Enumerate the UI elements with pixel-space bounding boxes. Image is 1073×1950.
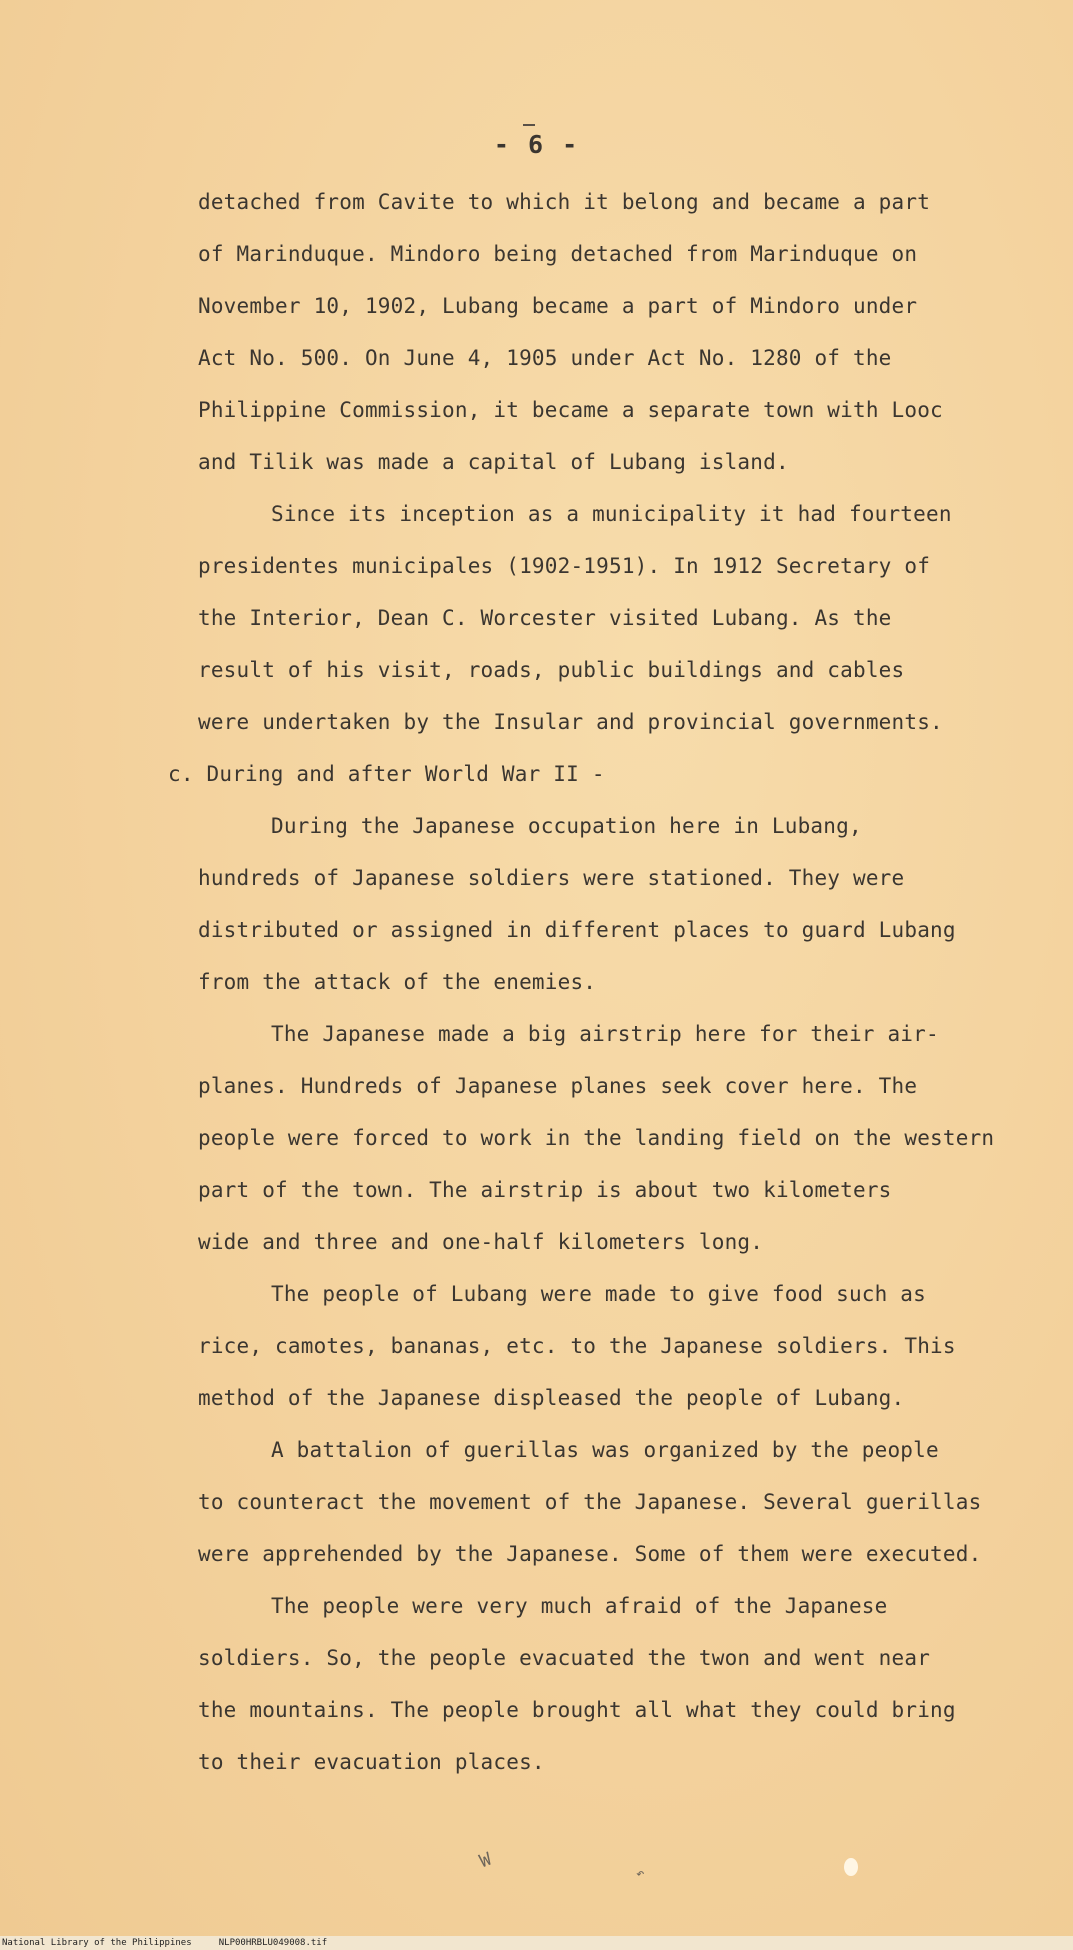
text-line: part of the town. The airstrip is about two kilometers (198, 1178, 892, 1202)
text-line: to counteract the movement of the Japanese. Several guerillas (198, 1490, 982, 1514)
text-line: to their evacuation places. (198, 1750, 545, 1774)
text-line: The people were very much afraid of the Japanese (271, 1594, 888, 1618)
paper-speck (844, 1858, 858, 1876)
footer-library: National Library of the Philippines (2, 1938, 192, 1948)
body-text (0, 176, 1073, 1788)
archive-footer (0, 1936, 1073, 1950)
page-number-overline (523, 124, 535, 126)
text-line: Act No. 500. On June 4, 1905 under Act No. 1280 of the (198, 346, 892, 370)
text-line: The people of Lubang were made to give food such as (271, 1282, 926, 1306)
page-number-text: - 6 - (493, 130, 580, 159)
text-line: the mountains. The people brought all what they could bring (198, 1698, 956, 1722)
page-number (0, 124, 1073, 159)
text-line: hundreds of Japanese soldiers were stationed. They were (198, 866, 905, 890)
text-line: result of his visit, roads, public buildings and cables (198, 658, 905, 682)
text-line: from the attack of the enemies. (198, 970, 597, 994)
text-line: A battalion of guerillas was organized by the people (271, 1438, 939, 1462)
text-line: distributed or assigned in different places to guard Lubang (198, 918, 956, 942)
text-line: people were forced to work in the landing field on the western (198, 1126, 995, 1150)
text-line: were apprehended by the Japanese. Some of them were executed. (198, 1542, 982, 1566)
text-line: planes. Hundreds of Japanese planes seek cover here. The (198, 1074, 918, 1098)
footer-file: NLP00HRBLU049008.tif (218, 1938, 328, 1948)
text-line: method of the Japanese displeased the people of Lubang. (198, 1386, 905, 1410)
text-line: presidentes municipales (1902-1951). In 1912 Secretary of (198, 554, 931, 578)
pencil-mark-icon: ↶ (636, 1866, 645, 1882)
text-line: Philippine Commission, it became a separate town with Looc (198, 398, 943, 422)
text-line: and Tilik was made a capital of Lubang island. (198, 450, 789, 474)
text-line: were undertaken by the Insular and provincial governments. (198, 710, 943, 734)
text-line: detached from Cavite to which it belong and became a part (198, 190, 931, 214)
section-heading: c. During and after World War II - (168, 762, 605, 786)
text-line: the Interior, Dean C. Worcester visited Lubang. As the (198, 606, 892, 630)
text-line: The Japanese made a big airstrip here for their air- (271, 1022, 939, 1046)
text-line: soldiers. So, the people evacuated the twon and went near (198, 1646, 931, 1670)
text-line: During the Japanese occupation here in Lubang, (271, 814, 862, 838)
text-line: November 10, 1902, Lubang became a part of Mindoro under (198, 294, 918, 318)
text-line: Since its inception as a municipality it had fourteen (271, 502, 952, 526)
text-line: wide and three and one-half kilometers long. (198, 1230, 764, 1254)
text-line: rice, camotes, bananas, etc. to the Japanese soldiers. This (198, 1334, 956, 1358)
handwritten-mark: W (476, 1848, 495, 1873)
text-line: of Marinduque. Mindoro being detached from Marinduque on (198, 242, 918, 266)
